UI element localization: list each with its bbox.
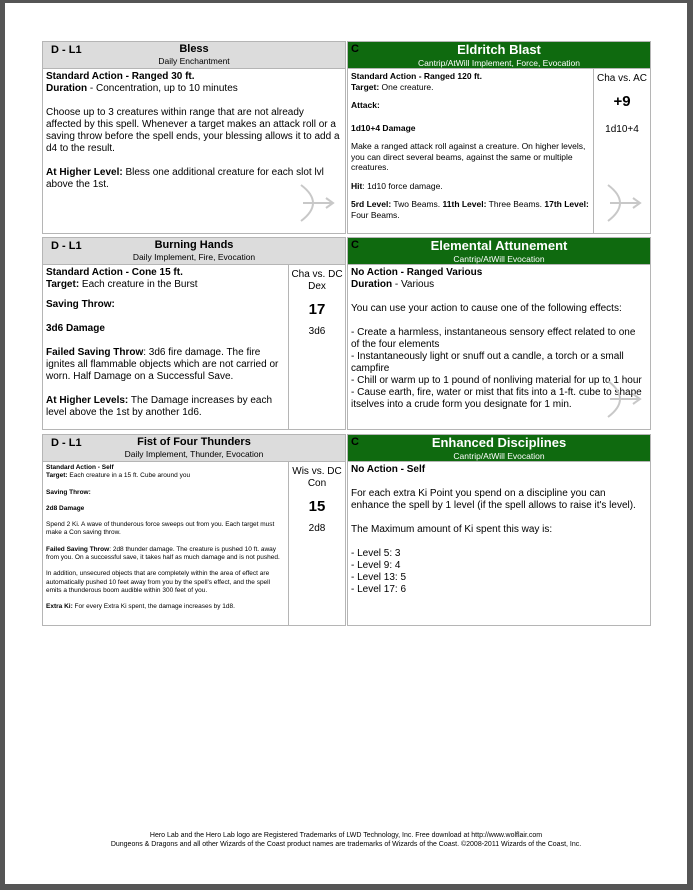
level-item: - Level 17: 6 bbox=[351, 584, 407, 595]
effect-item: - Cause earth, fire, water or mist that fits into a 1-ft. cube to shape itselves into a crude form you designate for 1 min. bbox=[351, 387, 642, 410]
card-title: Burning Hands bbox=[154, 239, 234, 251]
damage-dice: 1d10+4 bbox=[605, 124, 639, 135]
card-title: Elemental Attunement bbox=[430, 238, 568, 253]
failed-save-label: Failed Saving Throw bbox=[46, 347, 144, 358]
level-item: - Level 13: 5 bbox=[351, 572, 407, 583]
card-header bbox=[348, 238, 650, 265]
card-level: C bbox=[351, 239, 359, 251]
level5-label: 5rd Level: bbox=[351, 199, 392, 209]
card-body bbox=[43, 265, 345, 429]
hit-label: Hit bbox=[351, 180, 363, 191]
bow-arrow-logo-icon bbox=[598, 181, 642, 225]
card-header bbox=[43, 42, 345, 69]
card-header bbox=[43, 238, 345, 265]
card-body bbox=[43, 69, 345, 233]
card-text bbox=[46, 71, 341, 191]
save-dc: 15 bbox=[308, 498, 326, 515]
card-subtitle: Daily Implement, Fire, Evocation bbox=[132, 252, 256, 262]
card-enhanced-disciplines bbox=[347, 434, 651, 626]
description: Make a ranged attack roll against a creature. On higher levels, you can direct several beams, against the same or multiple creatures. bbox=[351, 141, 586, 172]
card-level: C bbox=[351, 43, 359, 55]
footer-line-2: Dungeons & Dragons and all other Wizards of the Coast product names are trademarks of Wizards of the Coast. ©2008-2011 Wizards of the Coast, Inc. bbox=[110, 841, 582, 848]
failed-save-label: Failed Saving Throw bbox=[46, 545, 110, 553]
target-text: Each creature in the Burst bbox=[79, 279, 198, 290]
card-title: Eldritch Blast bbox=[457, 42, 541, 57]
attack-stat: Cha vs. DC Dex bbox=[291, 269, 343, 292]
action-line: No Action - Self bbox=[351, 464, 426, 475]
target-label: Target: bbox=[46, 279, 80, 290]
effect-item: - Chill or warm up to 1 pound of nonliving material for up to 1 hour bbox=[351, 375, 642, 386]
card-elemental-attunement bbox=[347, 237, 651, 430]
card-body bbox=[348, 69, 650, 233]
card-title: Bless bbox=[179, 43, 209, 55]
duration-label: Duration bbox=[46, 83, 88, 94]
attack-sidebar bbox=[288, 462, 345, 625]
effect-item: - Instantaneously light or snuff out a candle, a torch or a small campfire bbox=[351, 351, 624, 374]
attack-sidebar bbox=[593, 69, 650, 233]
description: Choose up to 3 creatures within range that are not already affected by this spell. Whenever a target makes an attack roll or a saving throw before the spell ends, your blessing allows it to add a d4 to the result. bbox=[46, 107, 340, 154]
saving-throw-label: Saving Throw: bbox=[46, 488, 91, 496]
attack-bonus: +9 bbox=[613, 93, 631, 110]
bow-arrow-logo-icon bbox=[598, 377, 642, 421]
card-subtitle: Cantrip/AtWill Evocation bbox=[453, 451, 545, 461]
damage-label: 1d10+4 Damage bbox=[351, 122, 416, 133]
target-text: Each creature in a 15 ft. Cube around you bbox=[67, 472, 191, 480]
card-header bbox=[348, 42, 650, 69]
card-header bbox=[348, 435, 650, 462]
damage-label: 3d6 Damage bbox=[46, 323, 105, 334]
description: For each extra Ki Point you spend on a discipline you can enhance the spell by 1 level (if the spell allows to raise it's level). bbox=[351, 488, 636, 511]
save-dc: 17 bbox=[308, 301, 326, 318]
card-subtitle: Cantrip/AtWill Implement, Force, Evocation bbox=[417, 58, 581, 68]
higher-level-text: Bless one additional creature for each slot lvl above the 1st. bbox=[46, 167, 324, 190]
spell-card-page bbox=[5, 3, 687, 884]
card-level: C bbox=[351, 436, 359, 448]
card-text bbox=[351, 71, 590, 220]
max-ki-text: The Maximum amount of Ki spent this way is: bbox=[351, 524, 553, 535]
higher-level-label: At Higher Levels: bbox=[46, 395, 129, 406]
level-item: - Level 9: 4 bbox=[351, 560, 401, 571]
duration-label: Duration bbox=[351, 279, 393, 290]
target-text: One creature. bbox=[379, 81, 434, 92]
effect-item: - Create a harmless, instantaneous sensory effect related to one of the four elements bbox=[351, 327, 636, 350]
damage-dice: 2d8 bbox=[308, 523, 326, 534]
level11-label: 11th Level: bbox=[442, 199, 487, 209]
card-eldritch-blast bbox=[347, 41, 651, 234]
extra-ki-text: For every Extra Ki spent, the damage increases by 1d8. bbox=[72, 603, 235, 611]
attack-stat: Cha vs. AC bbox=[596, 73, 648, 84]
card-title: Fist of Four Thunders bbox=[137, 436, 251, 448]
card-header bbox=[43, 435, 345, 462]
level17-text: Four Beams. bbox=[351, 209, 400, 220]
action-line: Standard Action - Cone 15 ft. bbox=[46, 267, 183, 278]
attack-label: Attack: bbox=[351, 100, 380, 110]
footer bbox=[5, 831, 687, 849]
card-body bbox=[348, 462, 650, 625]
bow-arrow-logo-icon bbox=[291, 181, 335, 225]
action-line: Standard Action - Ranged 120 ft. bbox=[351, 71, 482, 81]
card-text bbox=[351, 464, 646, 596]
attack-stat: Wis vs. DC Con bbox=[292, 466, 342, 489]
higher-level-text: The Damage increases by each level above the 1st by another 1d6. bbox=[46, 395, 273, 418]
level-item: - Level 5: 3 bbox=[351, 548, 401, 559]
saving-throw-label: Saving Throw: bbox=[46, 299, 115, 310]
footer-line-1: Hero Lab and the Hero Lab logo are Registered Trademarks of LWD Technology, Inc. Free download at http://www.wolflair.com bbox=[149, 832, 543, 839]
description: Spend 2 Ki. A wave of thunderous force sweeps out from you. Each target must make a Con saving throw. bbox=[46, 521, 275, 537]
card-body bbox=[43, 462, 345, 625]
duration-text: - Various bbox=[392, 279, 435, 290]
action-line: Standard Action - Self bbox=[46, 464, 114, 471]
attack-sidebar bbox=[288, 265, 345, 429]
card-level: D - L1 bbox=[51, 240, 82, 252]
extra-ki-label: Extra Ki: bbox=[46, 603, 73, 611]
action-line: Standard Action - Ranged 30 ft. bbox=[46, 71, 195, 82]
damage-label: 2d8 Damage bbox=[46, 504, 85, 512]
card-subtitle: Daily Enchantment bbox=[158, 56, 230, 66]
damage-dice: 3d6 bbox=[308, 326, 326, 337]
target-label: Target: bbox=[351, 81, 380, 92]
card-text bbox=[46, 464, 285, 612]
level5-text: Two Beams. bbox=[391, 199, 443, 209]
card-fist-of-four-thunders bbox=[42, 434, 346, 626]
level11-text: Three Beams. bbox=[486, 199, 545, 209]
card-subtitle: Daily Implement, Thunder, Evocation bbox=[124, 449, 264, 459]
card-title: Enhanced Disciplines bbox=[431, 435, 567, 450]
card-text bbox=[46, 267, 285, 419]
duration-text: - Concentration, up to 10 minutes bbox=[87, 83, 238, 94]
higher-level-label: At Higher Level: bbox=[46, 167, 123, 178]
hit-text: : 1d10 force damage. bbox=[362, 180, 443, 191]
intro: You can use your action to cause one of the following effects: bbox=[351, 303, 622, 314]
target-label: Target: bbox=[46, 472, 68, 480]
card-level: D - L1 bbox=[51, 44, 82, 56]
failed-save-text: : 2d8 thunder damage. The creature is pushed 10 ft. away from you. On a successful save, it takes half as much damage and is not pushed. bbox=[46, 545, 280, 562]
failed-save-text: : 3d6 fire damage. The fire ignites all flammable objects which are not carried or worn. Half Damage on a Successful Save. bbox=[46, 347, 279, 382]
card-body bbox=[348, 265, 650, 429]
addition-text: In addition, unsecured objects that are completely within the area of effect are automatically pushed 10 feet away from you by the spell's effect, and the spell emits a thunderous boom audible within 300 feet of you. bbox=[46, 570, 271, 594]
card-bless bbox=[42, 41, 346, 234]
card-level: D - L1 bbox=[51, 437, 82, 449]
level17-label: 17th Level: bbox=[544, 199, 589, 209]
card-burning-hands bbox=[42, 237, 346, 430]
action-line: No Action - Ranged Various bbox=[351, 267, 483, 278]
card-subtitle: Cantrip/AtWill Evocation bbox=[453, 254, 545, 264]
